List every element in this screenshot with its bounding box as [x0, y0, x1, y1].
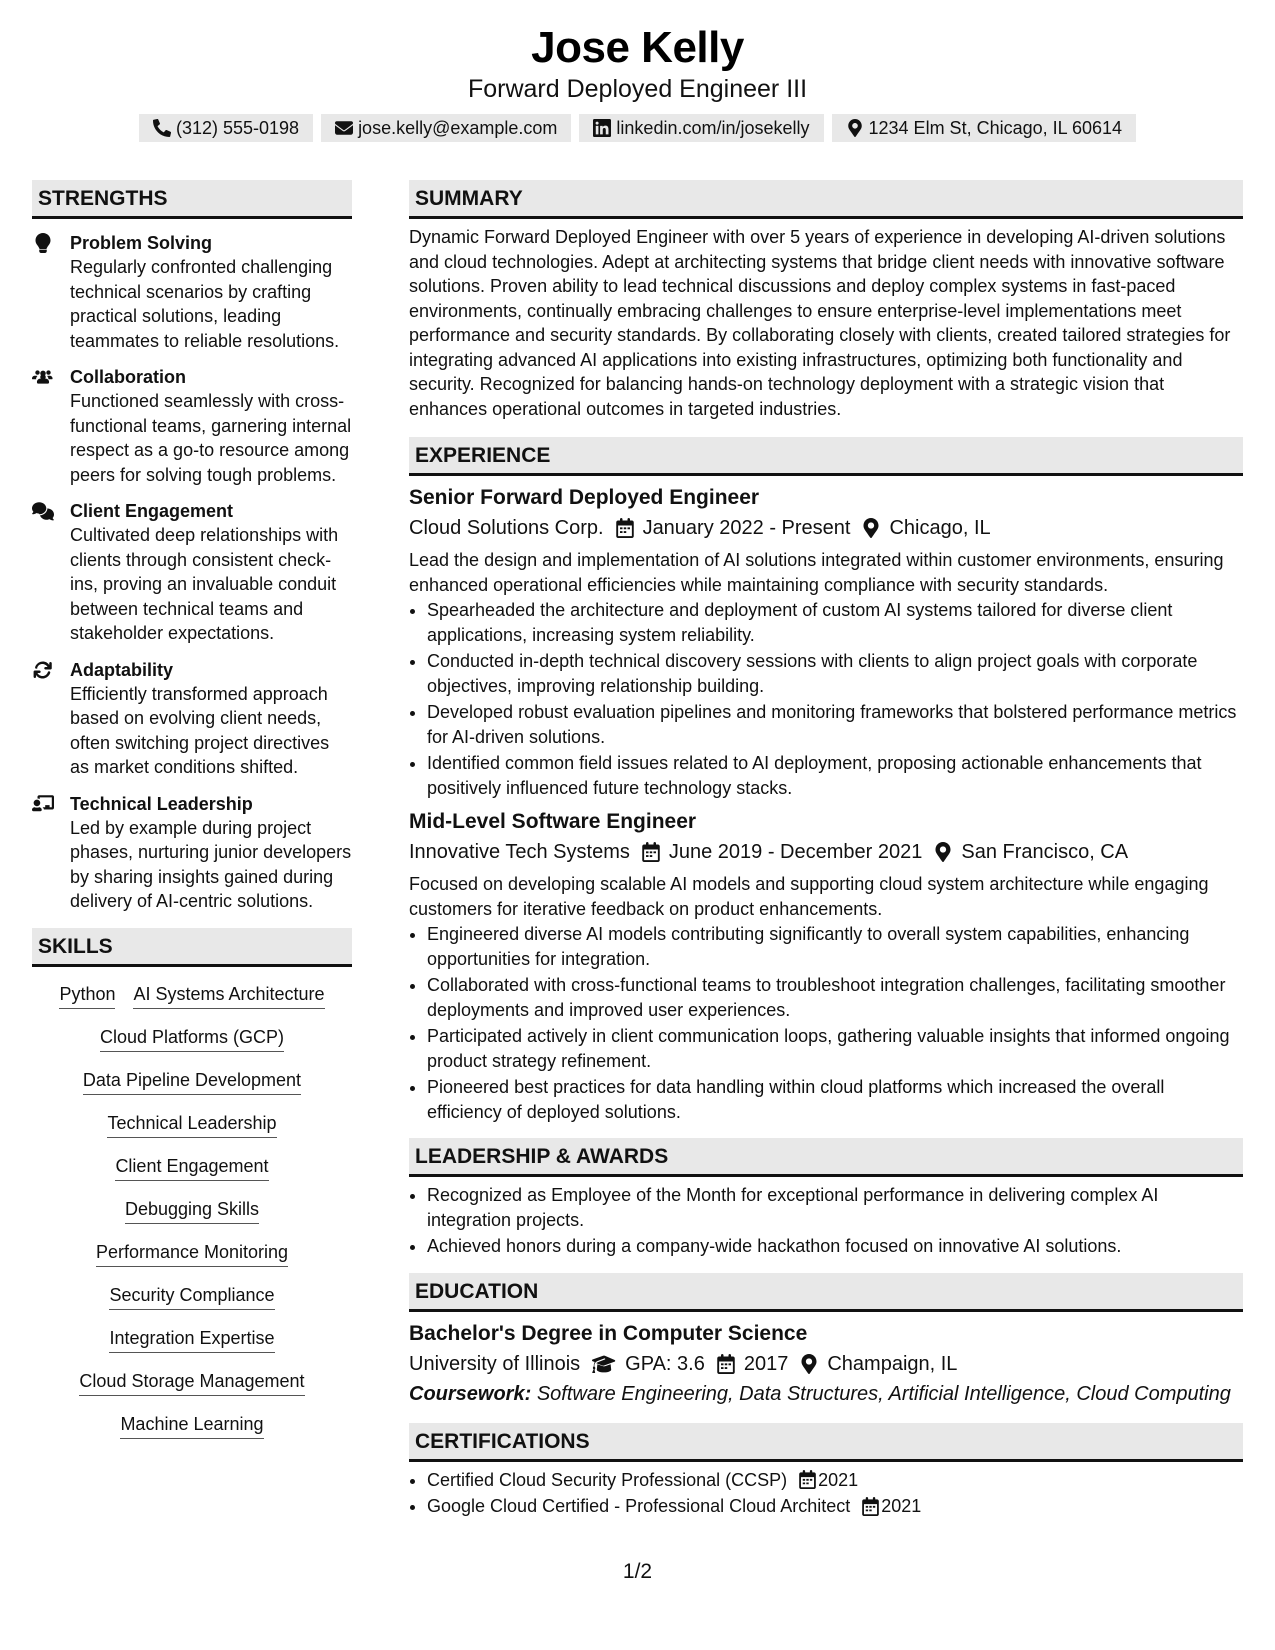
- contact-address[interactable]: 1234 Elm St, Chicago, IL 60614: [832, 114, 1137, 142]
- job-entry: [409, 484, 1243, 800]
- strength-title: Collaboration: [70, 367, 186, 387]
- left-column: [32, 180, 352, 1454]
- summary-text: Dynamic Forward Deployed Engineer with over 5 years of experience in developing AI-driven solutions and cloud technologies. Adept at architecting systems that bridge client needs with innovative software solutions. Proven ability to lead technical discussions and deploy complex systems in fast-paced environments, continually embracing challenges to ensure enterprise-level implementations meet performance and security standards. By collaborating closely with clients, created tailored strategies for integrating advanced AI applications into existing infrastructures, optimizing both functionality and security. Recognized for balancing hands-on technology deployment with a strategic vision that enhances operational outcomes in targeted industries.: [409, 227, 1231, 419]
- skill-tag: Technical Leadership: [107, 1110, 276, 1138]
- right-column: [409, 180, 1243, 1521]
- linkedin-icon: [593, 119, 611, 137]
- graduation-year: 2017: [743, 1352, 789, 1375]
- list-item: • Pioneered best practices for data handling within cloud platforms which increased the overall efficiency of deployed solutions.: [427, 1075, 1243, 1124]
- job-dates: January 2022 - Present: [642, 517, 851, 539]
- job-location: San Francisco, CA: [961, 841, 1129, 863]
- skills-list: [32, 981, 352, 1439]
- strength-item: [32, 499, 352, 646]
- envelope-icon: [335, 119, 353, 137]
- map-pin-icon: [800, 1354, 818, 1374]
- job-description: Lead the design and implementation of AI solutions integrated within customer environments, ensuring enhanced operational efficiencies while maintaining compliance with security standards.: [409, 550, 1224, 595]
- calendar-icon: [616, 518, 634, 538]
- strength-title: Problem Solving: [70, 233, 213, 253]
- calendar-icon: [799, 1470, 816, 1489]
- skill-tag: Performance Monitoring: [96, 1239, 288, 1267]
- certifications-heading: CERTIFICATIONS: [409, 1423, 1243, 1462]
- job-bullets: [409, 598, 1243, 800]
- certification-year: 2021: [818, 1469, 859, 1490]
- certification-year: 2021: [881, 1496, 922, 1516]
- resume-header: [0, 0, 1275, 142]
- job-title: Mid-Level Software Engineer: [409, 810, 697, 833]
- school-location: Champaign, IL: [827, 1352, 958, 1375]
- coursework-label: Coursework:: [409, 1382, 532, 1405]
- list-item: • Developed robust evaluation pipelines and monitoring frameworks that bolstered performance metrics for AI-driven solutions.: [427, 700, 1243, 749]
- users-icon: [32, 365, 70, 487]
- graduation-cap-icon: [592, 1354, 616, 1374]
- lightbulb-icon: [32, 231, 70, 353]
- map-pin-icon: [934, 842, 952, 862]
- job-description: Focused on developing scalable AI models and supporting cloud system architecture while engaging customers for iterative feedback on product enhancements.: [409, 874, 1209, 919]
- strength-item: [32, 231, 352, 353]
- job-dates: June 2019 - December 2021: [668, 841, 923, 863]
- list-item: • Conducted in-depth technical discovery sessions with clients to align project goals with corporate objectives, improving relationship building.: [427, 649, 1243, 698]
- skill-tag: Machine Learning: [120, 1411, 263, 1439]
- list-item: • Spearheaded the architecture and deployment of custom AI systems tailored for diverse client applications, increasing system reliability.: [427, 598, 1243, 647]
- job-bullets: [409, 922, 1243, 1124]
- gpa: GPA: 3.6: [625, 1352, 705, 1375]
- certification-name: • Certified Cloud Security Professional (CCSP): [427, 1469, 788, 1490]
- skill-tag: Cloud Storage Management: [79, 1368, 304, 1396]
- job-company: Cloud Solutions Corp.: [409, 517, 604, 539]
- strength-item: [32, 792, 352, 914]
- strength-text: Regularly confronted challenging technical scenarios by crafting practical solutions, leading teammates to reliable resolutions.: [70, 257, 340, 351]
- calendar-icon: [642, 842, 660, 862]
- strength-text: Efficiently transformed approach based on evolving client needs, often switching project directives as market conditions shifted.: [70, 683, 330, 777]
- list-item: • Achieved honors during a company-wide hackathon focused on innovative AI solutions.: [427, 1234, 1243, 1259]
- contact-bar: [0, 114, 1275, 142]
- certification-name: • Google Cloud Certified - Professional Cloud Architect: [427, 1496, 851, 1516]
- list-item: • Participated actively in client communication loops, gathering valuable insights that informed ongoing product strategy refinement.: [427, 1024, 1243, 1073]
- page-number: 1/2: [622, 1560, 653, 1583]
- skill-tag: Python: [59, 981, 115, 1009]
- list-item: • Engineered diverse AI models contributing significantly to overall system capabilities, enhancing opportunities for integration.: [427, 922, 1243, 971]
- degree-title: Bachelor's Degree in Computer Science: [409, 1321, 808, 1345]
- education-meta: [409, 1349, 1243, 1379]
- skill-tag: Integration Expertise: [109, 1325, 274, 1353]
- map-pin-icon: [846, 119, 864, 137]
- list-item: [427, 1468, 1243, 1493]
- contact-phone[interactable]: (312) 555-0198: [139, 114, 313, 142]
- contact-linkedin[interactable]: linkedin.com/in/josekelly: [579, 114, 823, 142]
- strengths-heading: STRENGTHS: [32, 180, 352, 219]
- skill-tag: Data Pipeline Development: [83, 1067, 301, 1095]
- education-heading: EDUCATION: [409, 1273, 1243, 1312]
- strengths-list: [32, 231, 352, 914]
- skill-tag: Debugging Skills: [125, 1196, 259, 1224]
- school-name: University of Illinois: [409, 1352, 581, 1375]
- summary-heading: SUMMARY: [409, 180, 1243, 219]
- certifications-list: [409, 1468, 1243, 1519]
- awards-list: [409, 1183, 1243, 1259]
- job-meta: [409, 837, 1243, 867]
- candidate-name: Jose Kelly: [531, 23, 744, 72]
- phone-icon: [153, 119, 171, 137]
- calendar-icon: [862, 1497, 879, 1516]
- job-meta: [409, 513, 1243, 543]
- awards-heading: LEADERSHIP & AWARDS: [409, 1138, 1243, 1177]
- strength-title: Adaptability: [70, 659, 174, 680]
- strength-title: Client Engagement: [70, 501, 234, 521]
- candidate-title: Forward Deployed Engineer III: [467, 75, 808, 103]
- strength-item: [32, 658, 352, 780]
- skill-tag: Security Compliance: [109, 1282, 274, 1310]
- skill-tag: AI Systems Architecture: [133, 981, 324, 1009]
- strength-text: Functioned seamlessly with cross-functional teams, garnering internal respect as a go-to resource among peers for solving tough problems.: [70, 391, 352, 485]
- job-company: Innovative Tech Systems: [409, 841, 630, 863]
- contact-email[interactable]: jose.kelly@example.com: [321, 114, 571, 142]
- list-item: • Recognized as Employee of the Month for exceptional performance in delivering complex AI integration projects.: [427, 1183, 1243, 1232]
- strength-title: Technical Leadership: [70, 793, 253, 814]
- list-item: • Identified common field issues related to AI deployment, proposing actionable enhancements that positively influenced future technology stacks.: [427, 751, 1243, 800]
- strength-text: Cultivated deep relationships with clients through consistent check-ins, proving an invaluable conduit between technical teams and stakeholder expectations.: [70, 525, 339, 643]
- list-item: [427, 1494, 1243, 1519]
- presenter-icon: [32, 792, 70, 914]
- job-title: Senior Forward Deployed Engineer: [409, 486, 760, 509]
- skills-heading: SKILLS: [32, 928, 352, 967]
- skill-tag: Client Engagement: [115, 1153, 268, 1181]
- calendar-icon: [717, 1354, 735, 1374]
- strength-item: [32, 365, 352, 487]
- skill-tag: Cloud Platforms (GCP): [100, 1024, 284, 1052]
- coursework: [409, 1379, 1243, 1409]
- sync-icon: [32, 658, 70, 780]
- map-pin-icon: [862, 518, 880, 538]
- job-location: Chicago, IL: [889, 517, 991, 539]
- strength-text: Led by example during project phases, nurturing junior developers by sharing insights gained during delivery of AI-centric solutions.: [70, 817, 352, 911]
- comments-icon: [32, 499, 70, 646]
- job-entry: [409, 808, 1243, 1124]
- list-item: • Collaborated with cross-functional teams to troubleshoot integration challenges, facilitating smoother deployments and improved user experiences.: [427, 973, 1243, 1022]
- experience-heading: EXPERIENCE: [409, 437, 1243, 476]
- coursework-list: Software Engineering, Data Structures, Artificial Intelligence, Cloud Computing: [536, 1382, 1231, 1405]
